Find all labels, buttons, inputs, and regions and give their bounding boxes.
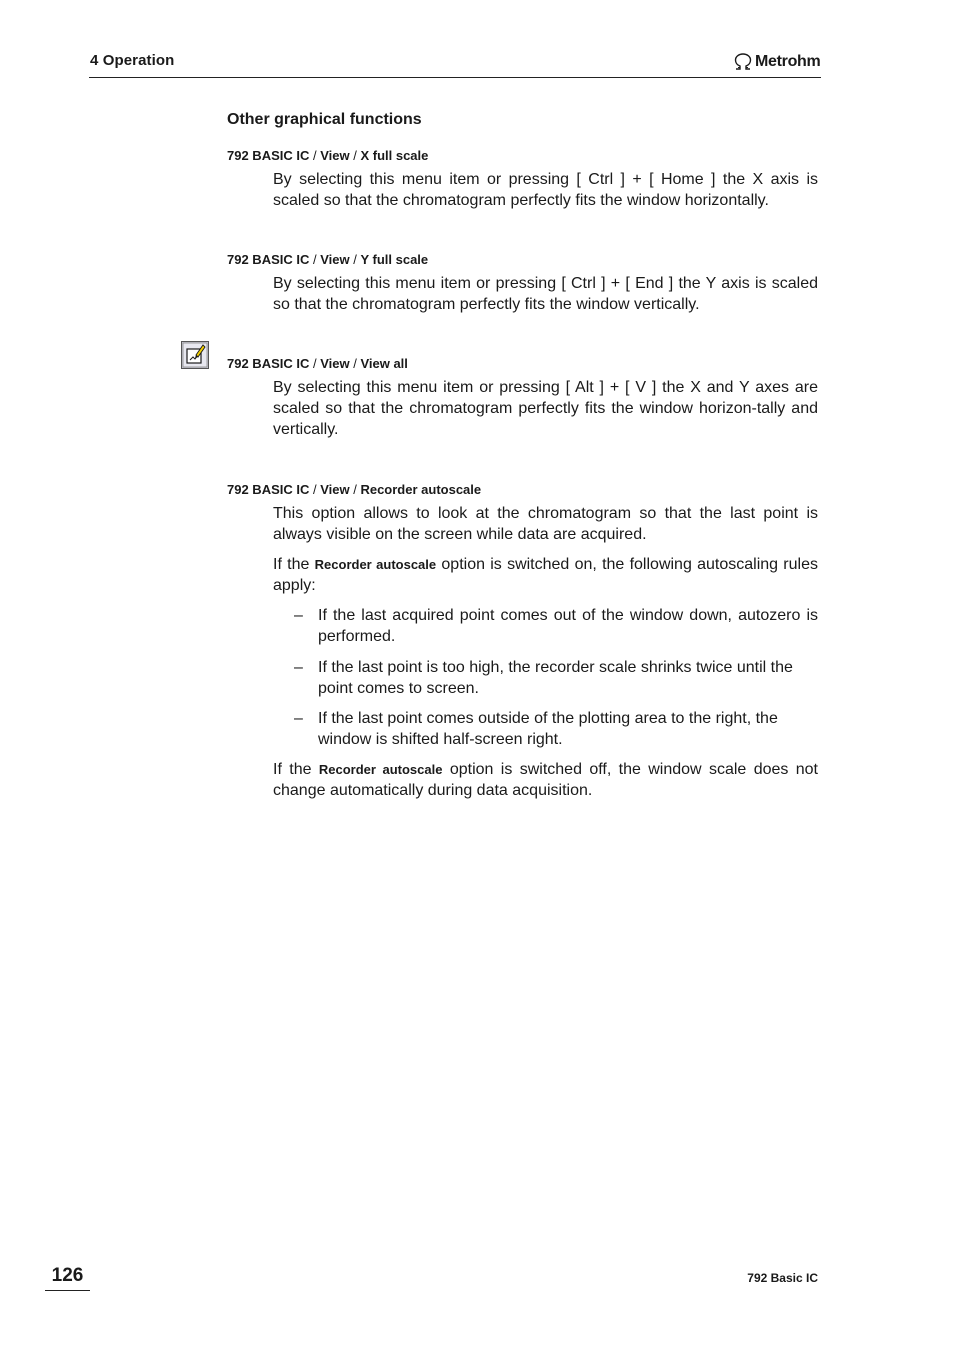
chapter-heading: 4 Operation xyxy=(90,52,175,69)
section-title: Other graphical functions xyxy=(227,111,422,128)
paragraph: By selecting this menu item or pressing [ Ctrl ] + [ Home ] the X axis is scaled so that the chromatogram perfectly fits the window horizontally. xyxy=(273,171,818,209)
closing-paragraph: If the Recorder autoscale option is switched off, the window scale does not change automatically during data acquisition. xyxy=(273,761,818,799)
menu-path-recorder-autoscale: 792 BASIC IC / View / Recorder autoscale xyxy=(227,482,482,497)
list-item: – If the last acquired point comes out of the window down, autozero is performed. xyxy=(294,607,818,645)
menu-path-x-full-scale: 792 BASIC IC / View / X full scale xyxy=(227,148,429,163)
list-item: – If the last point is too high, the recorder scale shrinks twice until the point comes to screen. xyxy=(294,659,793,697)
ui-term: Recorder autoscale xyxy=(318,762,443,777)
view-all-toolbar-icon xyxy=(181,341,209,369)
footer-product-name: 792 Basic IC xyxy=(747,1271,818,1285)
header-divider xyxy=(89,77,821,78)
paragraph: By selecting this menu item or pressing [ Ctrl ] + [ End ] the Y axis is scaled so that the chromatogram perfectly fits the window vertically. xyxy=(273,275,818,313)
paragraph: This option allows to look at the chromatogram so that the last point is always visible on the screen while data are acquired. xyxy=(273,505,818,543)
page-number: 126 xyxy=(45,1265,90,1291)
omega-logo-icon xyxy=(733,53,753,71)
rules-intro-paragraph: If the Recorder autoscale option is switched on, the following autoscaling rules apply: xyxy=(273,556,818,594)
ui-term: Recorder autoscale xyxy=(314,557,437,572)
menu-path-y-full-scale: 792 BASIC IC / View / Y full scale xyxy=(227,252,429,267)
brand-logo xyxy=(733,52,820,72)
paragraph: By selecting this menu item or pressing [ Alt ] + [ V ] the X and Y axes are scaled so that the chromatogram perfectly fits the window horizon-tally and vertically. xyxy=(273,379,818,438)
brand-name: Metrohm xyxy=(755,53,821,70)
menu-path-view-all: 792 BASIC IC / View / View all xyxy=(227,356,408,371)
list-item: – If the last point comes outside of the plotting area to the right, the window is shifted half-screen right. xyxy=(294,710,778,748)
